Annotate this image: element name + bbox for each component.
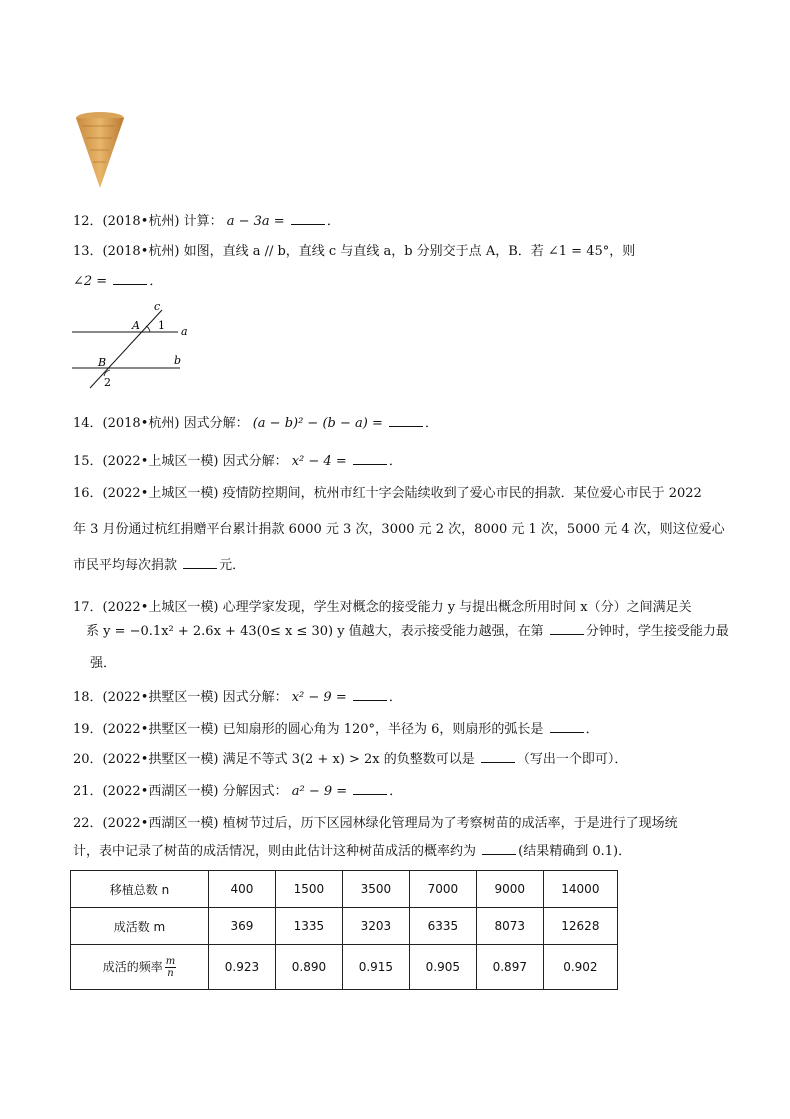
q13-line1: 13．(2018•杭州) 如图，直线 a // b，直线 c 与直线 a，b 分别交于点 A，B．若 ∠1 = 45°，则 [73, 244, 636, 259]
table-cell: 3203 [342, 908, 409, 945]
table-cell: 0.902 [543, 945, 617, 990]
label-B: B [98, 356, 107, 369]
question-22 [73, 814, 723, 834]
q12-expression: a − 3a = [226, 214, 285, 229]
q16-line1: 16．(2022•上城区一模) 疫情防控期间，杭州市红十字会陆续收到了爱心市民的捐款．某位爱心市民于 2022 [73, 486, 702, 501]
question-17-line2 [86, 622, 736, 642]
answer-blank[interactable] [550, 720, 584, 733]
table-cell: 0.890 [275, 945, 342, 990]
q21-expression: a² − 9 = [291, 784, 348, 799]
q13-end: ． [149, 274, 163, 289]
question-20 [73, 750, 723, 770]
answer-blank[interactable] [481, 750, 515, 763]
question-12 [73, 212, 723, 232]
label-b: b [174, 354, 182, 367]
q18-expression: x² − 9 = [291, 690, 347, 705]
answer-blank[interactable] [389, 414, 423, 427]
row-header [71, 945, 209, 990]
q17-line2: 系 y = −0.1x² + 2.6x + 43(0≤ x ≤ 30) y 值越大，表示接受能力越强，在第 [86, 624, 544, 639]
answer-blank[interactable] [353, 688, 387, 701]
row-header: 成活数 m [71, 908, 209, 945]
table-row [71, 871, 618, 908]
q17-line2-end: 分钟时，学生接受能力最 [585, 624, 729, 639]
label-A: A [132, 319, 140, 332]
question-13-line2 [73, 272, 723, 292]
parallel-lines-figure [70, 300, 200, 390]
question-16-line2 [73, 520, 723, 540]
question-19 [73, 720, 723, 740]
q15-expression: x² − 4 = [291, 454, 347, 469]
q13-line2: ∠2 = [73, 274, 108, 289]
table-cell: 3500 [342, 871, 409, 908]
fraction [165, 956, 176, 979]
table-cell: 9000 [476, 871, 543, 908]
q16-line2: 年 3 月份通过杭红捐赠平台累计捐款 6000 元 3 次，3000 元 2 次，8000 元 1 次，5000 元 4 次，则这位爱心 [73, 522, 725, 537]
table-cell: 6335 [409, 908, 476, 945]
q19-end: ． [585, 722, 599, 737]
table-row [71, 908, 618, 945]
question-16 [73, 484, 723, 504]
table-cell: 7000 [409, 871, 476, 908]
table-cell: 0.897 [476, 945, 543, 990]
fraction-denominator: n [167, 967, 174, 979]
table-cell: 1335 [275, 908, 342, 945]
q12-end: ． [326, 214, 340, 229]
answer-blank[interactable] [353, 452, 387, 465]
label-a: a [181, 325, 188, 338]
question-21 [73, 782, 723, 802]
frequency-label: 成活的频率 [102, 959, 163, 974]
seedling-survival-table [70, 870, 618, 990]
answer-blank[interactable] [183, 556, 217, 569]
ice-cream-cone-image [74, 110, 126, 190]
table-cell: 400 [209, 871, 276, 908]
question-17-line3 [90, 654, 740, 674]
answer-blank[interactable] [353, 782, 387, 795]
label-1: 1 [158, 319, 165, 332]
q22-end: (结果精确到 0.1)． [518, 844, 632, 859]
q17-line3: 强． [90, 656, 117, 671]
table-cell: 0.915 [342, 945, 409, 990]
question-14 [73, 414, 723, 434]
table-cell: 0.923 [209, 945, 276, 990]
question-16-line3 [73, 556, 723, 576]
q18-end: ． [388, 690, 402, 705]
q18-text: 18．(2022•拱墅区一模) 因式分解： [73, 690, 288, 705]
table-cell: 369 [209, 908, 276, 945]
table-cell: 12628 [543, 908, 617, 945]
answer-blank[interactable] [482, 842, 516, 855]
q17-line1: 17．(2022•上城区一模) 心理学家发现，学生对概念的接受能力 y 与提出概念所用时间 x（分）之间满足关 [73, 600, 692, 615]
table-cell: 1500 [275, 871, 342, 908]
question-22-line2 [73, 842, 723, 862]
q14-text: 14．(2018•杭州) 因式分解： [73, 416, 249, 431]
q14-end: ． [425, 416, 439, 431]
question-17 [73, 598, 723, 618]
q12-text: 12．(2018•杭州) 计算： [73, 214, 223, 229]
q19-text: 19．(2022•拱墅区一模) 已知扇形的圆心角为 120°，半径为 6，则扇形的弧长是 [73, 722, 544, 737]
q14-expression: (a − b)² − (b − a) = [252, 416, 383, 431]
table-cell: 0.905 [409, 945, 476, 990]
row-header: 移植总数 n [71, 871, 209, 908]
q16-line3: 市民平均每次捐款 [73, 558, 178, 573]
table-cell: 14000 [543, 871, 617, 908]
question-15 [73, 452, 723, 472]
answer-blank[interactable] [291, 212, 325, 225]
q16-end: 元． [219, 558, 246, 573]
answer-blank[interactable] [550, 622, 584, 635]
label-2: 2 [104, 376, 111, 389]
label-c: c [154, 300, 161, 313]
q20-text: 20．(2022•拱墅区一模) 满足不等式 3(2 + x) > 2x 的负整数可以是 [73, 752, 475, 767]
table-row [71, 945, 618, 990]
q22-line1: 22．(2022•西湖区一模) 植树节过后，历下区园林绿化管理局为了考察树苗的成活率，于是进行了现场统 [73, 816, 678, 831]
q20-end: （写出一个即可）． [516, 752, 628, 767]
q15-end: ． [388, 454, 402, 469]
fraction-numerator: m [165, 955, 176, 967]
q21-text: 21．(2022•西湖区一模) 分解因式： [73, 784, 288, 799]
q15-text: 15．(2022•上城区一模) 因式分解： [73, 454, 288, 469]
question-18 [73, 688, 723, 708]
q22-line2: 计，表中记录了树苗的成活情况，则由此估计这种树苗成活的概率约为 [73, 844, 477, 859]
q21-end: ． [389, 784, 403, 799]
question-13 [73, 242, 723, 262]
table-cell: 8073 [476, 908, 543, 945]
answer-blank[interactable] [113, 272, 147, 285]
